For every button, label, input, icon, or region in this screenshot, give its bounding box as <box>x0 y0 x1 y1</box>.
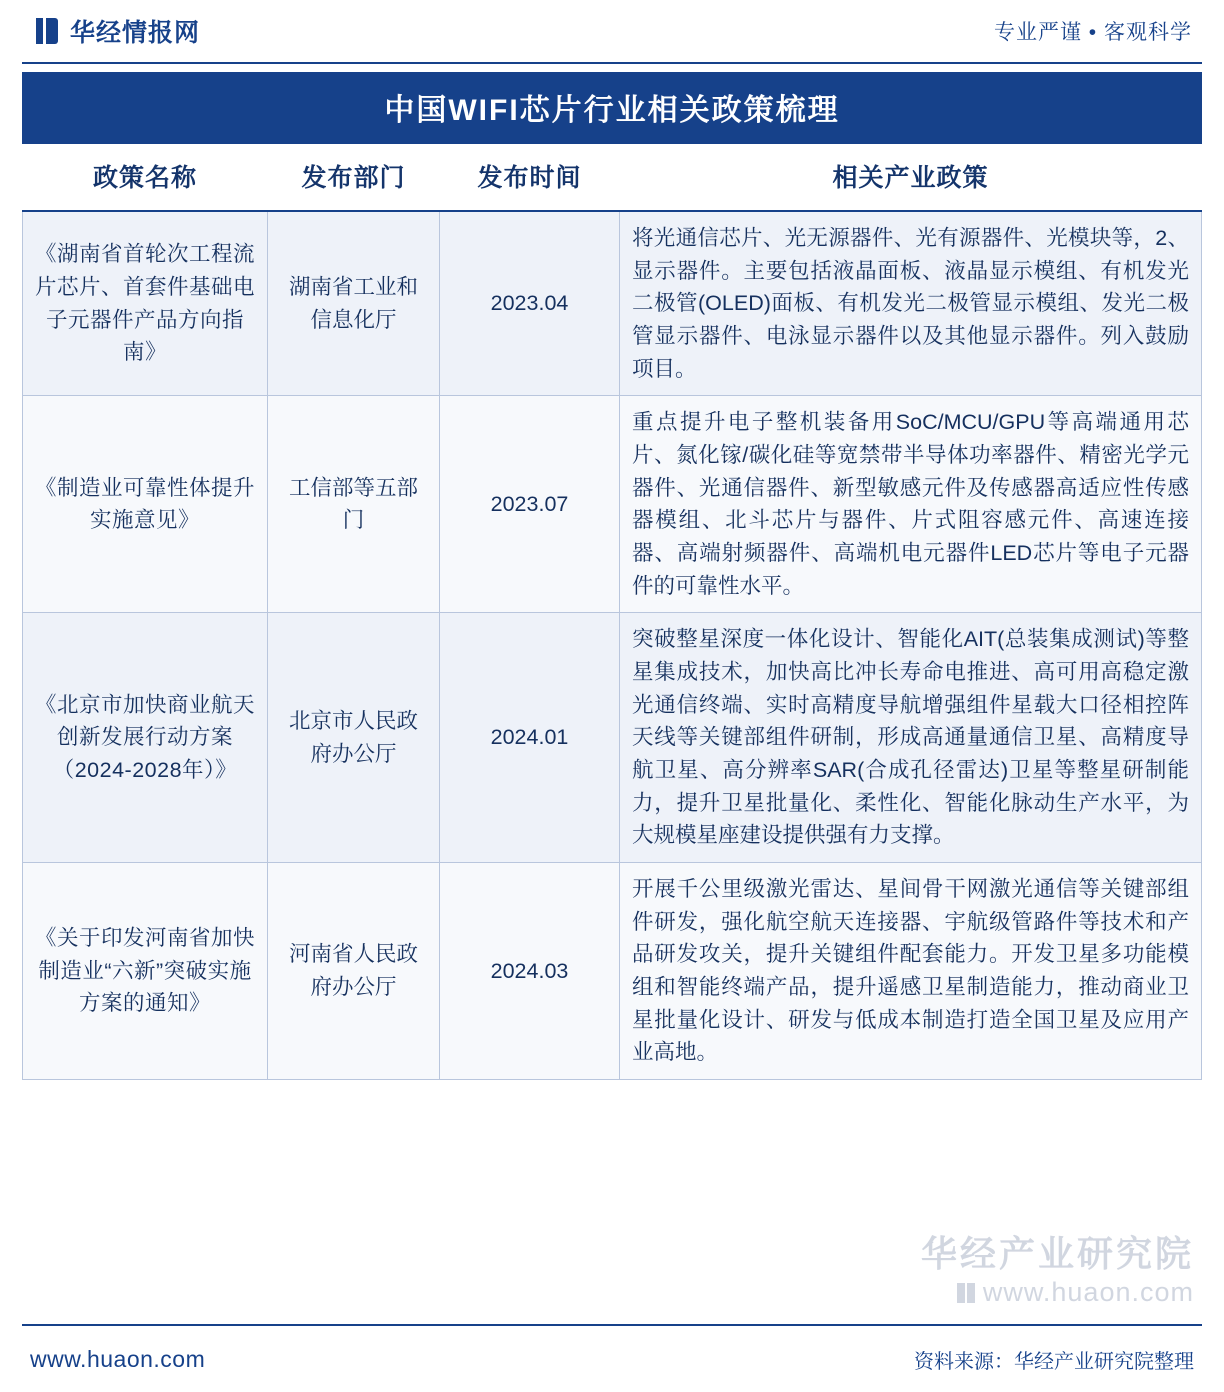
cell-policy-name: 《北京市加快商业航天创新发展行动方案（2024-2028年）》 <box>23 613 268 863</box>
column-header-name: 政策名称 <box>23 144 268 211</box>
watermark-url: www.huaon.com <box>982 1277 1194 1307</box>
table-header-row <box>23 144 1202 211</box>
column-header-date: 发布时间 <box>440 144 620 211</box>
cell-date: 2024.01 <box>440 613 620 863</box>
brand <box>36 13 200 49</box>
column-header-dept: 发布部门 <box>268 144 440 211</box>
cell-policy-name: 《关于印发河南省加快制造业“六新”突破实施方案的通知》 <box>23 863 268 1080</box>
column-header-content: 相关产业政策 <box>620 144 1202 211</box>
cell-department: 工信部等五部门 <box>268 396 440 613</box>
cell-content: 突破整星深度一体化设计、智能化AIT(总装集成测试)等整星集成技术，加快高比冲长寿命电推进、高可用高稳定激光通信终端、实时高精度导航增强组件星载大口径相控阵天线等关键部组件研制，形成高通量通信卫星、高精度导航卫星、高分辨率SAR(合成孔径雷达)卫星等整星研制能力，提升卫星批量化、柔性化、智能化脉动生产水平，为大规模星座建设提供强有力支撑。 <box>620 613 1202 863</box>
table-row <box>23 211 1202 396</box>
cell-department: 湖南省工业和信息化厅 <box>268 211 440 396</box>
logo-icon <box>36 18 58 44</box>
header-divider <box>22 62 1202 64</box>
table-row <box>23 863 1202 1080</box>
header <box>14 0 1210 62</box>
cell-date: 2023.04 <box>440 211 620 396</box>
cell-policy-name: 《湖南省首轮次工程流片芯片、首套件基础电子元器件产品方向指南》 <box>23 211 268 396</box>
watermark-url-wrap <box>921 1277 1194 1308</box>
table-row <box>23 396 1202 613</box>
page-title: 中国WIFI芯片行业相关政策梳理 <box>22 72 1202 144</box>
watermark-logo-icon <box>957 1283 975 1303</box>
policy-table <box>22 144 1202 1080</box>
cell-department: 北京市人民政府办公厅 <box>268 613 440 863</box>
watermark-title: 华经产业研究院 <box>920 1233 1194 1274</box>
cell-date: 2024.03 <box>440 863 620 1080</box>
header-slogan: 专业严谨 • 客观科学 <box>993 21 1192 44</box>
footer-url[interactable]: www.huaon.com <box>30 1345 206 1372</box>
footer <box>0 1326 1224 1392</box>
table-row <box>23 613 1202 863</box>
cell-content: 将光通信芯片、光无源器件、光有源器件、光模块等，2、显示器件。主要包括液晶面板、液晶显示模组、有机发光二极管(OLED)面板、有机发光二极管显示模组、发光二极管显示器件、电泳显示器件以及其他显示器件。列入鼓励项目。 <box>620 211 1202 396</box>
watermark <box>921 1226 1194 1308</box>
cell-date: 2023.07 <box>440 396 620 613</box>
cell-policy-name: 《制造业可靠性体提升实施意见》 <box>23 396 268 613</box>
cell-department: 河南省人民政府办公厅 <box>268 863 440 1080</box>
cell-content: 开展千公里级激光雷达、星间骨干网激光通信等关键部组件研发，强化航空航天连接器、宇航级管路件等技术和产品研发攻关，提升关键组件配套能力。开发卫星多功能模组和智能终端产品，提升遥感卫星制造能力，推动商业卫星批量化设计、研发与低成本制造打造全国卫星及应用产业高地。 <box>620 863 1202 1080</box>
cell-content: 重点提升电子整机装备用SoC/MCU/GPU等高端通用芯片、氮化镓/碳化硅等宽禁带半导体功率器件、精密光学元器件、光通信器件、新型敏感元件及传感器高适应性传感器模组、北斗芯片与器件、片式阻容感元件、高速连接器、高端射频器件、高端机电元器件LED芯片等电子元器件的可靠性水平。 <box>620 396 1202 613</box>
brand-name: 华经情报网 <box>70 19 201 47</box>
footer-source: 资料来源：华经产业研究院整理 <box>914 1350 1194 1373</box>
